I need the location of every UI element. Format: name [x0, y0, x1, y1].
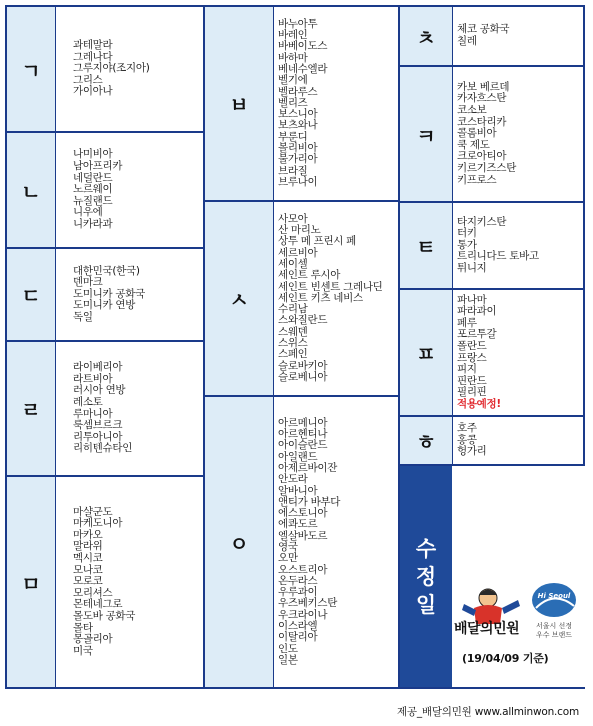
country-name: 터키 [457, 227, 477, 240]
country-name: 세인트 루시아 [278, 269, 341, 282]
country-name: 세르비아 [278, 246, 318, 259]
country-name: 슬로베니아 [278, 370, 328, 383]
country-name: 세인트 키츠 네비스 [278, 291, 363, 304]
group-chieut [400, 7, 585, 67]
country-name: 마케도니아 [73, 517, 123, 530]
country-list [55, 477, 203, 687]
partner-caption: 서울시 선정 [535, 622, 573, 630]
country-name: 피지 [457, 363, 477, 376]
consonant-label: ㅅ [205, 202, 274, 395]
group-tieut [400, 203, 585, 290]
revision-panel [400, 466, 585, 687]
country-name: 바하마 [278, 51, 308, 64]
group-mieum [7, 477, 203, 687]
country-list [55, 7, 203, 131]
country-name: 뉴질랜드 [73, 194, 113, 207]
country-name: 불가리아 [278, 153, 318, 166]
country-name: 산 마리노 [278, 224, 321, 237]
country-name: 키르기즈스탄 [457, 161, 517, 174]
country-name: 도미니카 연방 [73, 299, 136, 312]
country-name: 통가 [457, 238, 477, 251]
consonant-label: ㅌ [400, 203, 453, 288]
country-name: 브라질 [278, 164, 308, 177]
country-name: 우크라이나 [278, 608, 328, 621]
country-list [55, 342, 203, 475]
country-name: 스페인 [278, 348, 308, 361]
group-bieup [205, 7, 400, 202]
country-name: 벨라루스 [278, 85, 318, 98]
consonant-label: ㅇ [205, 397, 274, 687]
country-name: 미국 [73, 644, 93, 657]
country-list [452, 417, 585, 464]
consonant-label: ㅋ [400, 67, 453, 201]
country-name: 그리스 [73, 73, 103, 86]
country-name-with-note [457, 387, 585, 410]
group-nieun [7, 133, 203, 249]
country-name: 스와질란드 [278, 314, 328, 327]
country-list [452, 67, 585, 201]
revision-date-label [400, 466, 452, 687]
country-name: 벨기에 [278, 74, 308, 87]
column-2 [203, 7, 400, 687]
country-name: 레소토 [73, 395, 103, 408]
country-name: 모리셔스 [73, 586, 113, 599]
consonant-label: ㄴ [7, 133, 56, 247]
country-name: 앤티가 바부다 [278, 495, 341, 508]
country-name: 과테말라 [73, 39, 113, 52]
country-list [452, 290, 585, 415]
country-name: 리히텐슈타인 [73, 442, 133, 455]
country-name: 말라위 [73, 540, 103, 553]
revision-label-char: 정 [415, 564, 437, 589]
country-name: 세이셀 [278, 257, 308, 270]
consonant-label: ㅊ [400, 7, 453, 65]
country-name: 아르헨티나 [278, 428, 328, 441]
country-name: 몰도바 공화국 [73, 609, 136, 622]
country-list [452, 7, 585, 65]
country-name: 아제르바이잔 [278, 461, 338, 474]
country-name: 체코 공화국 [457, 23, 510, 36]
group-siot [205, 202, 400, 397]
brand-name: 배달의민원 [454, 621, 520, 637]
country-name: 코스타리카 [457, 115, 507, 128]
revision-label-char: 수 [415, 536, 437, 561]
group-hieut [400, 417, 585, 466]
consonant-label: ㄹ [7, 342, 56, 475]
consonant-label: ㄱ [7, 7, 56, 131]
country-list [273, 7, 400, 200]
country-name: 트리니다드 토바고 [457, 250, 539, 263]
country-name: 몬테네그로 [73, 598, 123, 611]
country-name: 필리핀 [457, 386, 487, 399]
country-name: 우즈베키스탄 [278, 597, 338, 610]
country-name: 세인트 빈센트 그레나딘 [278, 280, 383, 293]
country-name: 베네수엘라 [278, 62, 328, 75]
country-list [273, 397, 400, 687]
country-name: 온두라스 [278, 574, 318, 587]
group-ieung [205, 397, 400, 687]
country-table [5, 5, 585, 689]
country-name: 러시아 연방 [73, 384, 126, 397]
country-name: 파나마 [457, 293, 487, 306]
country-name: 도미니카 공화국 [73, 287, 145, 300]
country-name: 아르메니아 [278, 416, 328, 429]
country-name: 카자흐스탄 [457, 92, 507, 105]
country-name: 알바니아 [278, 484, 318, 497]
country-name: 네덜란드 [73, 171, 113, 184]
country-name: 아이슬란드 [278, 439, 328, 452]
pending-note: 적용예정! [457, 397, 501, 410]
country-name: 멕시코 [73, 552, 103, 565]
country-name: 니카라과 [73, 217, 113, 230]
country-name: 아일랜드 [278, 450, 318, 463]
country-name: 포르투갈 [457, 328, 497, 341]
country-name: 핀란드 [457, 374, 487, 387]
country-name: 몰타 [73, 621, 93, 634]
country-name: 코소보 [457, 104, 487, 117]
country-name: 튀니지 [457, 261, 487, 274]
country-name: 우루과이 [278, 586, 318, 599]
country-name: 페루 [457, 316, 477, 329]
consonant-label: ㅎ [400, 417, 453, 464]
country-name: 바누아투 [278, 17, 318, 30]
country-name: 보스니아 [278, 108, 318, 121]
country-name: 사모아 [278, 212, 308, 225]
country-name: 벨리즈 [278, 96, 308, 109]
country-name: 콜롬비아 [457, 127, 497, 140]
country-list [55, 133, 203, 247]
country-name: 바레인 [278, 29, 308, 42]
country-name: 브루나이 [278, 175, 318, 188]
country-list [452, 203, 585, 288]
country-name: 볼리비아 [278, 142, 318, 155]
country-name: 라이베리아 [73, 361, 123, 374]
column-1 [7, 7, 203, 687]
country-name: 리투아니아 [73, 430, 123, 443]
country-name: 상투 메 프린시 페 [278, 235, 357, 248]
partner-caption: 우수 브랜드 [535, 631, 573, 639]
country-name: 부룬디 [278, 130, 308, 143]
revision-label-char: 일 [415, 592, 437, 617]
country-name: 오스트리아 [278, 563, 328, 576]
country-name: 타지키스탄 [457, 215, 507, 228]
country-name: 헝가리 [457, 445, 487, 458]
country-name: 마샬군도 [73, 505, 113, 518]
country-name: 엘살바도르 [278, 529, 328, 542]
revision-date: (19/04/09 기준) [462, 652, 549, 665]
country-name: 프랑스 [457, 351, 487, 364]
group-giyeok [7, 7, 203, 133]
country-name: 일본 [278, 653, 298, 666]
country-name: 카보 베르데 [457, 80, 510, 93]
country-name: 쿡 제도 [457, 138, 490, 151]
footer-credit: 제공_배달의민원 www.allminwon.com [396, 706, 579, 718]
consonant-label: ㅍ [400, 290, 453, 415]
country-name: 룩셈브르크 [73, 419, 123, 432]
country-name: 호주 [457, 422, 477, 435]
hi-seoul-logo-icon [530, 580, 578, 620]
country-name: 스위스 [278, 337, 308, 350]
country-name: 크로아티아 [457, 150, 507, 163]
group-digeut [7, 249, 203, 342]
country-name: 수리남 [278, 303, 308, 316]
country-name: 남아프리카 [73, 160, 123, 173]
country-name: 홍콩 [457, 433, 477, 446]
country-name: 그레나다 [73, 50, 113, 63]
country-name: 가이아나 [73, 85, 113, 98]
consonant-label: ㅁ [7, 477, 56, 687]
country-name: 키프로스 [457, 173, 497, 186]
country-name: 몽골리아 [73, 633, 113, 646]
country-name: 노르웨이 [73, 183, 113, 196]
country-name: 안도라 [278, 473, 308, 486]
country-name: 에스토니아 [278, 507, 328, 520]
group-pieup [400, 290, 585, 417]
column-3 [398, 7, 585, 687]
country-list [273, 202, 400, 395]
country-name: 이스라엘 [278, 620, 318, 633]
country-name: 덴마크 [73, 276, 103, 289]
country-name: 루마니아 [73, 407, 113, 420]
country-name: 에콰도르 [278, 518, 318, 531]
country-name: 독일 [73, 310, 93, 323]
country-name: 그루지야(조지아) [73, 62, 150, 75]
country-name: 폴란드 [457, 339, 487, 352]
country-name: 대한민국(한국) [73, 264, 140, 277]
country-name: 인도 [278, 642, 298, 655]
group-rieul [7, 342, 203, 477]
country-name: 니우에 [73, 206, 103, 219]
country-name: 라트비아 [73, 372, 113, 385]
country-name: 보츠와나 [278, 119, 318, 132]
country-name: 이탈리아 [278, 631, 318, 644]
country-name: 파라과이 [457, 305, 497, 318]
group-kieuk [400, 67, 585, 203]
country-name: 슬로바키아 [278, 359, 328, 372]
partner-logo-text: Hi Seoul [537, 592, 571, 600]
country-name: 마카오 [73, 528, 103, 541]
country-name: 바베이도스 [278, 40, 328, 53]
country-name: 영국 [278, 541, 298, 553]
country-name: 칠레 [457, 35, 477, 47]
consonant-label: ㄷ [7, 249, 56, 340]
country-name: 스웨덴 [278, 325, 308, 338]
country-name: 오만 [278, 552, 298, 565]
country-name: 모로코 [73, 575, 103, 588]
country-list [55, 249, 203, 340]
consonant-label: ㅂ [205, 7, 274, 200]
country-name: 나미비아 [73, 148, 113, 161]
country-name: 모나코 [73, 563, 103, 576]
